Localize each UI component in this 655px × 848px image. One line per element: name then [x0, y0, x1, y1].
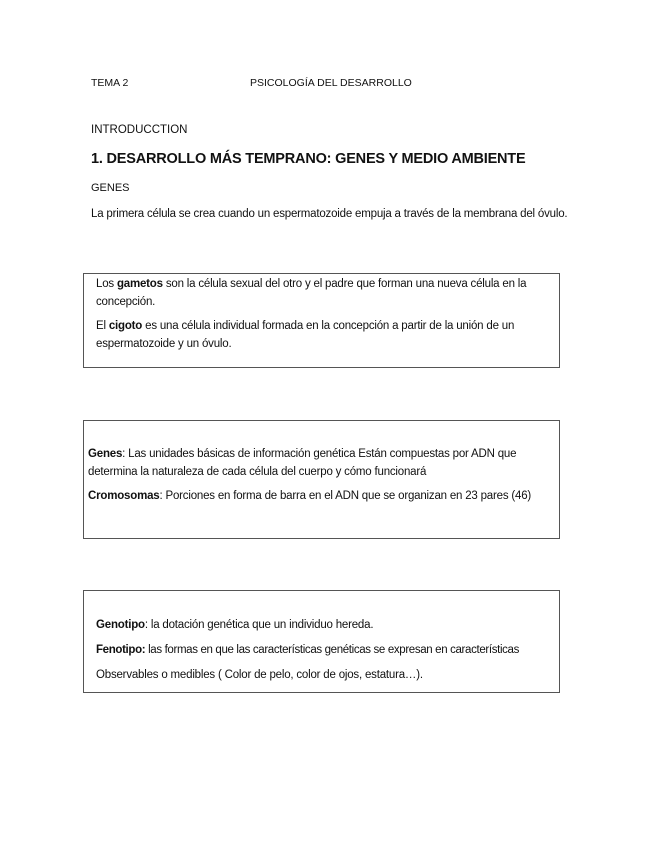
- cigoto-definition: El cigoto es una célula individual formada en la concepción a partir de la unión de un espermatozoide y un óvulo.: [96, 320, 515, 350]
- definition-box-genotipo-fenotipo: [83, 590, 560, 693]
- section-heading: 1. DESARROLLO MÁS TEMPRANO: GENES Y MEDIO AMBIENTE: [91, 151, 526, 167]
- definition-box-gametos-cigoto: [83, 273, 560, 368]
- gametos-term: gametos: [116, 278, 163, 290]
- genotipo-definition: Genotipo: la dotación genética que un individuo hereda.: [96, 619, 374, 631]
- fenotipo-definition: Fenotipo: las formas en que las características genéticas se expresan en características: [96, 644, 519, 656]
- definition-box-genes-cromosomas: [83, 420, 560, 539]
- cigoto-term: cigoto: [108, 320, 143, 332]
- genotipo-term: Genotipo: [96, 619, 145, 631]
- header-left: TEMA 2: [91, 77, 129, 89]
- fenotipo-examples: Observables o medibles ( Color de pelo, color de ojos, estatura…).: [96, 669, 423, 681]
- genes-definition: Genes: Las unidades básicas de información genética Están compuestas por ADN que determina la naturaleza de cada célula del cuerpo y cómo funcionará: [88, 448, 517, 478]
- cromosomas-term: Cromosomas: [88, 490, 160, 502]
- gametos-definition: Los gametos son la célula sexual del otro y el padre que forman una nueva célula en la concepción.: [96, 278, 527, 308]
- genes-term: Genes: [88, 448, 123, 460]
- intro-label: INTRODUCCTION: [91, 124, 188, 136]
- fenotipo-term: Fenotipo:: [96, 644, 146, 656]
- genes-subheading: GENES: [91, 182, 130, 194]
- header-title: PSICOLOGÍA DEL DESARROLLO: [250, 77, 412, 89]
- intro-paragraph: La primera célula se crea cuando un espermatozoide empuja a través de la membrana del óvulo.: [91, 208, 568, 220]
- cromosomas-definition: Cromosomas: Porciones en forma de barra en el ADN que se organizan en 23 pares (46): [88, 490, 532, 502]
